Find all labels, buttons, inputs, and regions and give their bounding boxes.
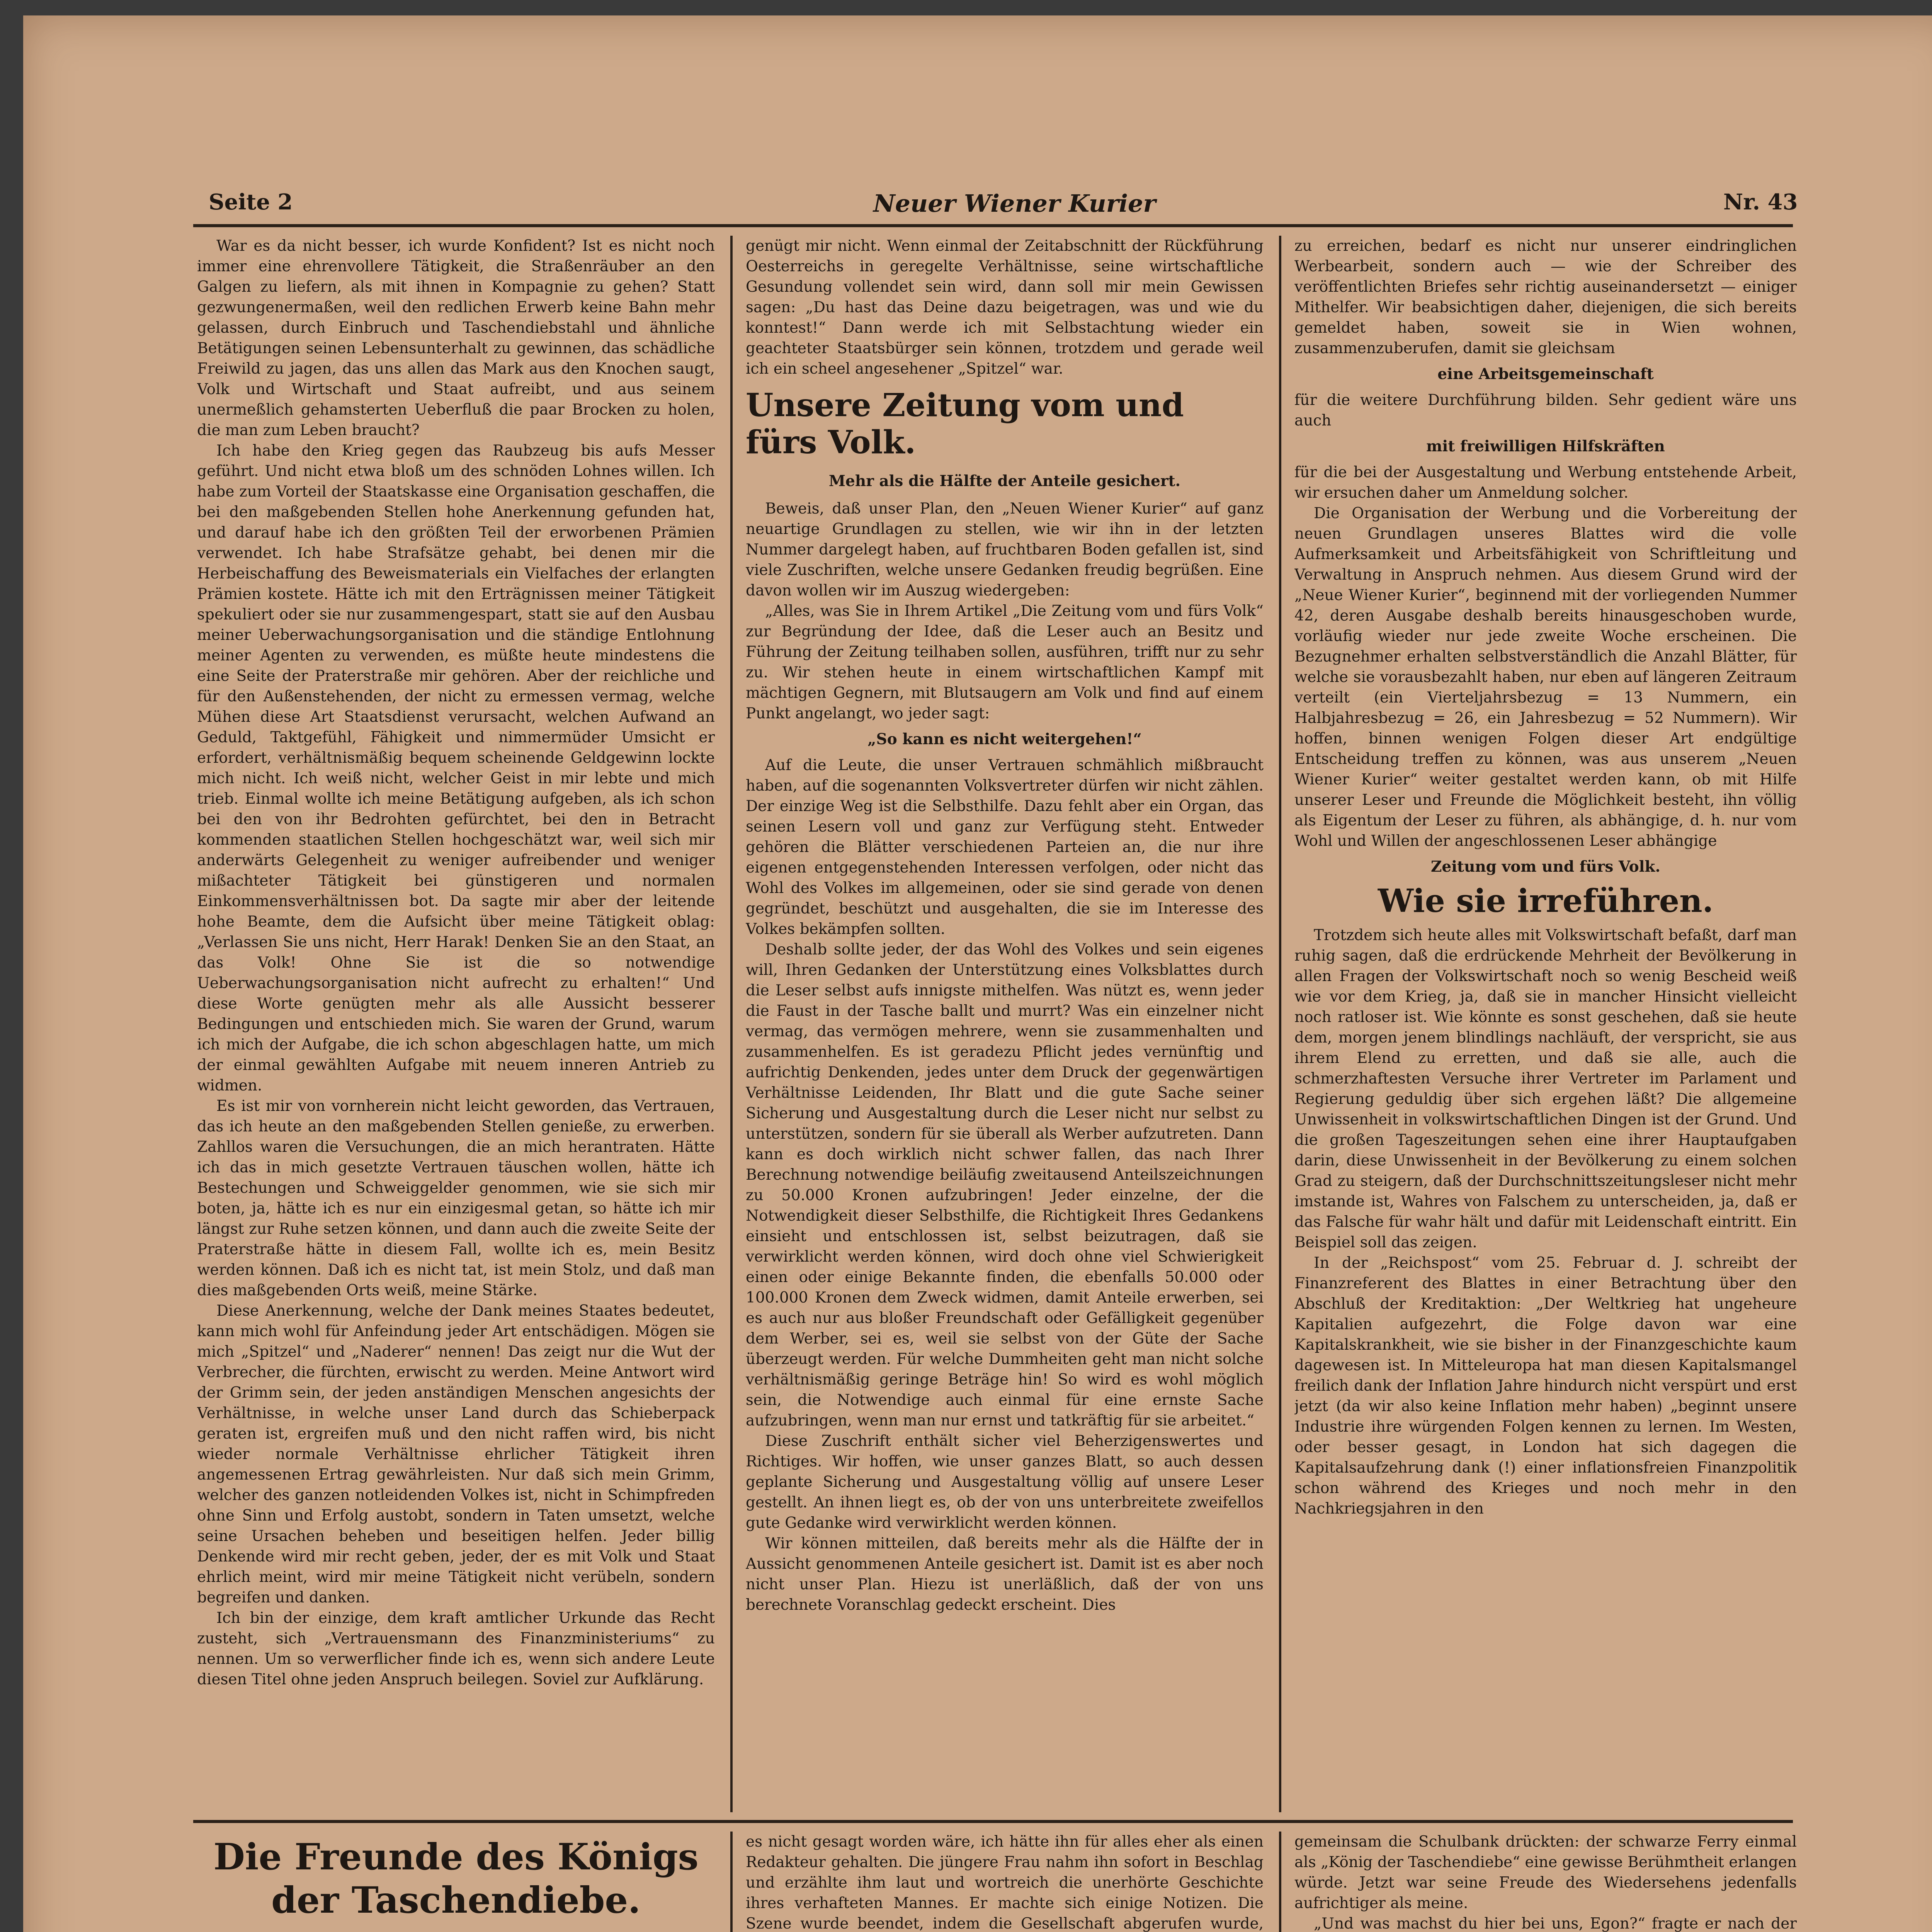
paragraph: Ich bin der einzige, dem kraft amtlicher Urkunde das Recht zusteht, sich „Vertrauensmann des Finanzministeriums“ zu nennen. Um so verwerflicher finde ich es, wenn sich andere Leute diesen Titel ohne jeden Anspruch beilegen. Soviel zur Aufklärung. (197, 1609, 715, 1688)
paragraph: Trotzdem sich heute alles mit Volkswirtschaft befaßt, darf man ruhig sagen, daß die erdrückende Mehrheit der Bevölkerung in allen Fragen der Volkswirtschaft noch so wenig Bescheid weiß wie vor dem Krieg, ja, daß sie in mancher Hinsicht vielleicht noch ratloser ist. Wie könnte es sonst geschehen, daß sie heute dem, morgen jenem blindlings nachläuft, der verspricht, sie aus ihrem Elend zu erretten, und daß sie alle, auch die schmerzhaftesten Versuche ihrer Vertreter im Parlament und Regierung geduldig über sich ergehen läßt? Die allgemeine Unwissenheit in volkswirtschaftlichen Dingen ist der Grund. Und die großen Tageszeitungen sehen eine ihrer Hauptaufgaben darin, diese Unwissenheit in der Bevölkerung zu einem solchen Grad zu steigern, daß der Durchschnittszeitungsleser nicht mehr imstande ist, Wahres von Falschem zu unterscheiden, ja, daß er das Falsche für wahr hält und dafür mit Leidenschaft eintritt. Ein Beispiel soll das zeigen. (1294, 927, 1797, 1251)
emphasis-line: mit freiwilligen Hilfskräften (1426, 437, 1665, 455)
paragraph: Beweis, daß unser Plan, den „Neuen Wiener Kurier“ auf ganz neuartige Grundlagen zu stellen, wie wir ihn in der letzten Nummer dargelegt haben, auf fruchtbaren Boden gefallen ist, sind viele Zuschriften, welche unsere Gedanken freudig begrüßen. Eine davon wollen wir im Auszug wiedergeben: (746, 500, 1264, 599)
paragraph: Deshalb sollte jeder, der das Wohl des Volkes und sein eigenes will, Ihren Gedanken der Unterstützung eines Volksblattes durch die Leser selbst aufs innigste mithelfen. Was nützt es, wenn jeder die Faust in der Tasche ballt und murrt? Was ein einzelner nicht vermag, das vermögen mehrere, wenn sie zusammenhalten und zusammenhelfen. Es ist geradezu Pflicht jedes vernünftig und aufrichtig Denkenden, jedes unter dem Druck der gegenwärtigen Verhältnisse Leidenden, Ihr Blatt und die gute Sache seiner Sicherung und Ausgestaltung durch die Leser nicht nur selbst zu unterstützen, sondern für sie überall als Werber aufzutreten. Dann kann es doch wirklich nicht schwer fallen, das nach Ihrer Berechnung notwendige beiläufig zweitausend Anteilszeichnungen zu 50.000 Kronen aufzubringen! Jeder einzelne, der die Notwendigkeit dieser Selbsthilfe, die Richtigkeit Ihres Gedankens einsieht und entschlossen ist, selbst beizutragen, daß sie verwirklicht werden können, wird doch ohne viel Schwierigkeit einen oder einige Bekannte finden, die ebenfalls 50.000 oder 100.000 Kronen dem Zweck widmen, damit Anteile erwerben, sei es auch nur aus bloßer Freundschaft oder Gefälligkeit gegenüber dem Werber, sei es, weil sie selbst von der Güte der Sache überzeugt werden. Für welche Dummheiten geht man nicht solche verhältnismäßig geringe Beträge hin! So wird es wohl möglich sein, die Notwendige auch einmal für eine ernste Sache aufzubringen, wenn man nur ernst und tatkräftig für sie arbeitet.“ (746, 941, 1264, 1429)
column-2 (746, 236, 1264, 1812)
column-1 (197, 236, 715, 1812)
lower-column-1 (197, 1832, 715, 1932)
paragraph: Diese Anerkennung, welche der Dank meines Staates bedeutet, kann mich wohl für Anfeindung jeder Art entschädigen. Mögen sie mich „Spitzel“ und „Naderer“ nennen! Das zeigt nur die Wut der Verbrecher, die fürchten, erwischt zu werden. Meine Antwort wird der Grimm sein, der jeden anständigen Menschen angesichts der Verhältnisse, in welche unser Land durch das Schieberpack geraten ist, ergreifen muß und den nicht raffen wird, bis nicht wieder normale Verhältnisse ehrlicher Tätigkeit ihren angemessenen Ertrag gewährleisten. Nur daß sich mein Grimm, welcher des ganzen notleidenden Volkes ist, nicht in Schimpfreden ohne Sinn und Erfolg austobt, sondern in Taten umsetzt, welche seine Ursachen beheben und beseitigen helfen. Jeder billig Denkende wird mir recht geben, jeder, der es mit Volk und Staat ehrlich meint, wird mir meine Tätigkeit nicht verübeln, sondern begreifen und danken. (197, 1302, 715, 1606)
paragraph: War es da nicht besser, ich wurde Konfident? Ist es nicht noch immer eine ehrenvollere Tätigkeit, die Straßenräuber an den Galgen zu liefern, als mit ihnen in Kompagnie zu gehen? Statt gezwungenermaßen, weil den redlichen Erwerb keine Bahn mehr gelassen, durch Einbruch und Taschendiebstahl und ähnliche Betätigungen seinen Lebensunterhalt zu gewinnen, das schädliche Freiwild zu jagen, das uns allen das Mark aus den Knochen saugt, Volk und Wirtschaft und Staat aufreibt, und aus seinem unermeßlich gehamsterten Ueberfluß die paar Brocken zu holen, die man zum Leben braucht? (197, 237, 715, 439)
column-divider (730, 236, 733, 1812)
article-subheadline: Mehr als die Hälfte der Anteile gesichert. (828, 472, 1181, 490)
paragraph: In der „Reichspost“ vom 25. Februar d. J. schreibt der Finanzreferent des Blattes in einer Betrachtung über den Abschluß der Kreditaktion: „Der Weltkrieg hat ungeheure Kapitalien aufgezehrt, die Folge davon war eine Kapitalskrankheit, wie sie bisher in der Finanzgeschichte kaum dagewesen ist. In Mitteleuropa hat man diesen Kapitalsmangel freilich dank der Inflation Jahre hindurch nicht verspürt und erst jetzt (da wir also keine Inflation mehr haben) „beginnt unsere Industrie ihre würgenden Folgen kennen zu lernen. Im Westen, oder besser gesagt, in London hat sich dagegen die Kapitalsaufzehrung dank (!) einer inflationsfreien Finanzpolitik schon während des Krieges und noch mehr in den Nachkriegsjahren in den (1294, 1254, 1797, 1517)
emphasis-line: eine Arbeitsgemeinschaft (1437, 365, 1654, 383)
paragraph: „Und was machst du hier bei uns, Egon?“ fragte er nach der (1314, 1915, 1797, 1932)
column-divider (1279, 1832, 1281, 1932)
lower-column-3 (1294, 1832, 1797, 1932)
column-divider (730, 1832, 733, 1932)
article-headline: Unsere Zeitung vom und fürs Volk. (746, 387, 1184, 461)
signature-line: Zeitung vom und fürs Volk. (1430, 858, 1661, 876)
article-headline: Die Freunde des Königs der Taschendiebe. (213, 1836, 699, 1922)
paragraph: Die Organisation der Werbung und die Vorbereitung der neuen Grundlagen unseres Blattes wird die volle Aufmerksamkeit und Arbeitsfähigkeit von Schriftleitung und Verwaltung in Anspruch nehmen. Aus diesem Grund wird der „Neue Wiener Kurier“, beginnend mit der vorliegenden Nummer 42, deren Ausgabe deshalb bereits hinausgeschoben wurde, vorläufig wieder nur jede zweite Woche erscheinen. Die Bezugnehmer erhalten selbstverständlich die Anzahl Blätter, für welche sie vorausbezahlt haben, nur eben auf längeren Zeitraum verteilt (ein Vierteljahrsbezug = 13 Nummern, ein Halbjahresbezug = 26, ein Jahresbezug = 52 Nummern). Wir hoffen, binnen wenigen Folgen dieser Art endgültige Entscheidung treffen zu können, was aus unserem „Neuen Wiener Kurier“ weiter gestaltet werden kann, ob mit Hilfe unserer Leser und Freunde die Möglichkeit besteht, ihn völlig als Eigentum der Leser zu führen, als abhängige, d. h. nur vom Wohl und Willen der angeschlossenen Leser abhängige (1294, 505, 1797, 850)
paragraph: für die bei der Ausgestaltung und Werbung entstehende Arbeit, wir ersuchen daher um Anmeldung solcher. (1294, 464, 1797, 502)
issue-number: Nr. 43 (1723, 189, 1798, 215)
paragraph: Ich habe den Krieg gegen das Raubzeug bis aufs Messer geführt. Und nicht etwa bloß um des schnöden Lohnes willen. Ich habe zum Vorteil der Staatskasse eine Organisation geschaffen, die bei den maßgebenden Stellen hohe Anerkennung gefunden hat, und darauf habe ich den größten Teil der erworbenen Prämien verwendet. Ich habe Strafsätze gehabt, bei denen mir die Herbeischaffung des Beweismaterials ein Vielfaches der erlangten Prämien kostete. Hätte ich mit den Erträgnissen meiner Tätigkeit spekuliert oder sie nur zusammengespart, statt sie auf den Ausbau meiner Ueberwachungsorganisation und die ständige Entlohnung meiner Agenten zu verwenden, es müßte heute mindestens die eine Seite der Praterstraße mir gehören. Aber der reichliche und für den Außenstehenden, der nicht zu ermessen vermag, welche Mühen diese Art Staatsdienst verursacht, welchen Aufwand an Geduld, Taktgefühl, Fähigkeit und nimmermüder Umsicht er erfordert, verhältnismäßig bequem scheinende Geldgewinn lockte mich nicht. Ich weiß nicht, welcher Geist in mir lebte und mich trieb. Einmal wollte ich meine Betätigung aufgeben, als ich schon bei den von ihr Bedrohten gefürchtet, bei den in Betracht kommenden staatlichen Stellen hochgeschätzt war, weil sich mir anderwärts Gelegenheit zu weniger aufreibender und weniger mißachteter Tätigkeit bei günstigeren und normalen Einkommensverhältnissen bot. Da sagte mir aber der leitende hohe Beamte, dem die Aufsicht über meine Tätigkeit oblag: „Verlassen Sie uns nicht, Herr Harak! Denken Sie an den Staat, an das Volk! Ohne Sie ist die so notwendige Ueberwachungsorganisation nicht aufrecht zu erhalten!“ Und diese Worte genügten mehr als alle Aussicht besserer Bedingungen und entschieden mich. Sie waren der Grund, warum ich mich der Aufgabe, die ich schon abgeschlagen hatte, um mich der einmal gewählten Aufgabe mit neuem inneren Antrieb zu widmen. (197, 442, 715, 1094)
section-rule (193, 1820, 1793, 1823)
paragraph: zu erreichen, bedarf es nicht nur unserer eindringlichen Werbearbeit, sondern auch — wie der Schreiber des veröffentlichten Briefes sehr richtig auseinandersetzt — einiger Mithelfer. Wir beabsichtigen daher, diejenigen, die sich bereits gemeldet haben, soweit sie in Wien wohnen, zusammenzuberufen, damit sie gleichsam (1294, 237, 1797, 357)
paragraph: Es ist mir von vornherein nicht leicht geworden, das Vertrauen, das ich heute an den maßgebenden Stellen genieße, zu erwerben. Zahllos waren die Versuchungen, die an mich herantraten. Hätte ich das in mich gesetzte Vertrauen täuschen wollen, hätte ich Bestechungen und Schweiggelder genommen, wie sie sich mir boten, ja, hätte ich es nur ein einzigesmal getan, so hätte ich mir längst zur Ruhe setzen können, und dann auch die zweite Seite der Praterstraße hätte in diesem Fall, wollte ich es, mein Besitz werden können. Daß ich es nicht tat, ist mein Stolz, und daß man dies maßgebenden Orts weiß, meine Stärke. (197, 1097, 715, 1299)
article-headline: Wie sie irreführen. (1378, 883, 1714, 920)
paragraph: „Alles, was Sie in Ihrem Artikel „Die Zeitung vom und fürs Volk“ zur Begründung der Idee, daß die Leser auch an Besitz und Führung der Zeitung teilhaben sollen, ausführen, trifft nur zu sehr zu. Wir stehen heute in einem wirtschaftlichen Kampf mit mächtigen Gegnern, mit Blutsaugern am Volk und find auf einem Punkt angelangt, wo jeder sagt: (746, 602, 1264, 722)
header-rule (193, 224, 1793, 227)
quote-line: „So kann es nicht weitergehen!“ (867, 730, 1142, 748)
page-number: Seite 2 (209, 189, 293, 215)
paragraph: Diese Zuschrift enthält sicher viel Beherzigenswertes und Richtiges. Wir hoffen, wie unser ganzes Blatt, so auch dessen geplante Sicherung und Ausgestaltung völlig auf unsere Leser gestellt. An ihnen liegt es, ob der von uns unterbreitete zweifellos gute Gedanke wird verwirklicht werden können. (746, 1432, 1264, 1532)
masthead-title: Neuer Wiener Kurier (873, 189, 1156, 218)
paragraph: für die weitere Durchführung bilden. Sehr gedient wäre uns auch (1294, 391, 1797, 429)
newspaper-page (23, 15, 1932, 1932)
paragraph: Wir können mitteilen, daß bereits mehr als die Hälfte der in Aussicht genommenen Anteile gesichert ist. Damit ist es aber noch nicht unser Plan. Hiezu ist unerläßlich, daß der von uns berechnete Voranschlag gedeckt erscheint. Dies (746, 1535, 1264, 1614)
lower-column-2 (746, 1832, 1264, 1932)
paragraph: es nicht gesagt worden wäre, ich hätte ihn für alles eher als einen Redakteur gehalten. Die jüngere Frau nahm ihn sofort in Beschlag und erzählte ihm laut und wortreich die unerhörte Geschichte ihres verhafteten Mannes. Er machte sich einige Notizen. Die Szene wurde beendet, indem die Gesellschaft abgerufen wurde, (746, 1833, 1264, 1932)
paragraph: genügt mir nicht. Wenn einmal der Zeitabschnitt der Rückführung Oesterreichs in geregelte Verhältnisse, seine wirtschaftliche Gesundung vollendet sein wird, dann soll mir mein Gewissen sagen: „Du hast das Deine dazu beigetragen, was und wie du konntest!“ Dann werde ich mit Selbstachtung wieder ein geachteter Staatsbürger sein können, trotzdem und gerade weil ich ein scheel angesehener „Spitzel“ war. (746, 237, 1264, 378)
column-divider (1279, 236, 1281, 1812)
paragraph: gemeinsam die Schulbank drückten: der schwarze Ferry einmal als „König der Taschendiebe“ eine gewisse Berühmtheit erlangen würde. Jetzt war seine Freude des Wiedersehens jedenfalls aufrichtiger als meine. (1294, 1833, 1797, 1912)
paragraph: Auf die Leute, die unser Vertrauen schmählich mißbraucht haben, auf die sogenannten Volksvertreter dürfen wir nicht zählen. Der einzige Weg ist die Selbsthilfe. Dazu fehlt aber ein Organ, das seinen Lesern voll und ganz zur Verfügung steht. Entweder gehören die Blätter verschiedenen Parteien an, die nur ihre eigenen entgegenstehenden Interessen verfolgen, oder nicht das Wohl des Volkes im allgemeinen, oder sie sind gerade von denen gegründet, beschützt und ausgehalten, die sie im Interesse des Volkes bekämpfen sollten. (746, 757, 1264, 938)
column-3 (1294, 236, 1797, 1812)
